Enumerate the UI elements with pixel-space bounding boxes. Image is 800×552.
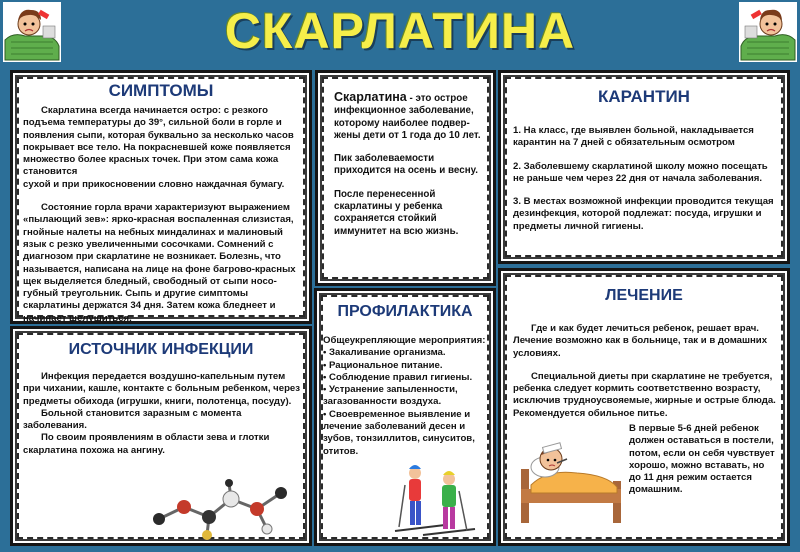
prevention-item: • Рациональное питание. bbox=[323, 360, 493, 372]
prevention-panel bbox=[314, 288, 496, 546]
prevention-item: • Соблюдение правил гигиены. bbox=[323, 372, 493, 384]
prevention-list bbox=[323, 347, 493, 458]
about-text bbox=[334, 91, 489, 238]
quarantine-panel bbox=[498, 70, 790, 264]
source-title: ИСТОЧНИК ИНФЕКЦИИ bbox=[68, 341, 254, 358]
treatment-paragraph-1: Где и как будет лечиться ребенок, решает врач. Лечение возможно как в больнице, так и в домашних условиях. bbox=[513, 323, 768, 359]
treatment-panel bbox=[498, 268, 790, 546]
about-panel bbox=[315, 70, 496, 286]
about-paragraph-1 bbox=[334, 91, 489, 142]
prevention-item: • Устранение запыленности, загазованности воздуха. bbox=[323, 384, 493, 409]
symptoms-text bbox=[23, 105, 303, 325]
source-panel bbox=[10, 326, 312, 546]
prevention-item: • Закаливание организма. bbox=[323, 347, 493, 359]
skiers-icon bbox=[393, 459, 477, 539]
about-definition: - это острое инфекционное заболевание, которому наиболее подвер-жены дети от 1 года до 10 лет. bbox=[334, 93, 481, 141]
quarantine-item-2: 2. Заболевшему скарлатиной школу можно посещать не раньше чем через 22 дня от начала заболевания. bbox=[513, 160, 768, 184]
molecule-icon bbox=[149, 479, 299, 541]
treatment-text bbox=[513, 323, 783, 420]
prevention-text bbox=[323, 335, 493, 458]
quarantine-text bbox=[513, 125, 781, 233]
treatment-title: ЛЕЧЕНИЕ bbox=[605, 287, 683, 304]
source-paragraph-1: Инфекция передается воздушно-капельным путем при чихании, кашле, контакте с больным ребенком, через предметы обихода (игрушки, книги, полотенца, посуду). bbox=[23, 371, 301, 407]
symptoms-paragraph-1: Скарлатина всегда начинается остро: с резкого подъема температуры до 39°, сильной боли в горле и появления сыпи, которая буквально за несколько часов покрывает все тело. На покрасневшей коже появляется множество более красных точек. При этом сама кожа становится bbox=[23, 105, 294, 178]
source-paragraph-3: По своим проявлениям в области зева и глотки скарлатина похожа на ангину. bbox=[23, 432, 270, 456]
about-paragraph-2: Пик заболеваемости приходится на осень и весну. bbox=[334, 153, 478, 177]
treatment-text-2 bbox=[629, 423, 779, 497]
header bbox=[0, 0, 800, 66]
source-paragraph-2: Больной становится заразным с момента заболевания. bbox=[23, 407, 242, 432]
symptoms-paragraph-1b: сухой и при прикосновении словно наждачная бумагу. bbox=[23, 178, 285, 190]
symptoms-panel bbox=[10, 70, 312, 324]
prevention-title: ПРОФИЛАКТИКА bbox=[337, 303, 473, 320]
sick-child-right-icon bbox=[739, 2, 797, 62]
quarantine-title: КАРАНТИН bbox=[598, 87, 690, 106]
about-paragraph-3: После перенесенной скарлатины у ребенка сохраняется стойкий иммунитет на всю жизнь. bbox=[334, 188, 459, 237]
prevention-intro: Общеукрепляющие мероприятия: bbox=[323, 335, 486, 346]
treatment-paragraph-2: Специальной диеты при скарлатине не требуется, ребенка следует кормить соответственно возрасту, исключив трудноусвояемые, жирные и острые блюда. Рекомендуется обильное питье. bbox=[513, 370, 776, 419]
treatment-paragraph-3: В первые 5-6 дней ребенок должен оставаться в постели, потом, если он себя чувствует хорошо, можно вставать, но до 11 дня режим остается домашним. bbox=[629, 423, 775, 496]
symptoms-title: СИМПТОМЫ bbox=[108, 81, 214, 100]
symptoms-paragraph-2: Состояние горла врачи характеризуют выражением «пылающий зев»: ярко-красная воспаленная слизистая, гнойные налеты на небных миндалинах и малиновый язык с резко увеличенными сосочками. Сомнений с диагнозом при скарлатине не возникает. Болезнь, что называется, написана на лице на фоне багрово-красных щек выделяется бледный, свободный от сыпи носо-губный треугольник. Сыпь и другие симптомы скарлатины держатся 34 дня. Затем кожа бледнеет и начинает шелушиться. bbox=[23, 202, 296, 324]
quarantine-item-1: 1. На класс, где выявлен больной, накладывается карантин на 7 дней с обязательным осмотром bbox=[513, 125, 754, 149]
sick-child-bed-icon bbox=[517, 429, 625, 525]
sick-child-left-icon bbox=[3, 2, 61, 62]
about-term: Скарлатина bbox=[334, 90, 407, 104]
quarantine-item-3: 3. В местах возможной инфекции проводится текущая дезинфекция, которой подлежат: посуда, игрушки и предметы личной гигиены. bbox=[513, 196, 774, 232]
prevention-item: • Своевременное выявление и лечение заболеваний десен и зубов, тонзиллитов, синуситов, отитов. bbox=[323, 409, 493, 458]
page-title: СКАРЛАТИНА bbox=[224, 3, 576, 59]
source-text bbox=[23, 371, 305, 457]
